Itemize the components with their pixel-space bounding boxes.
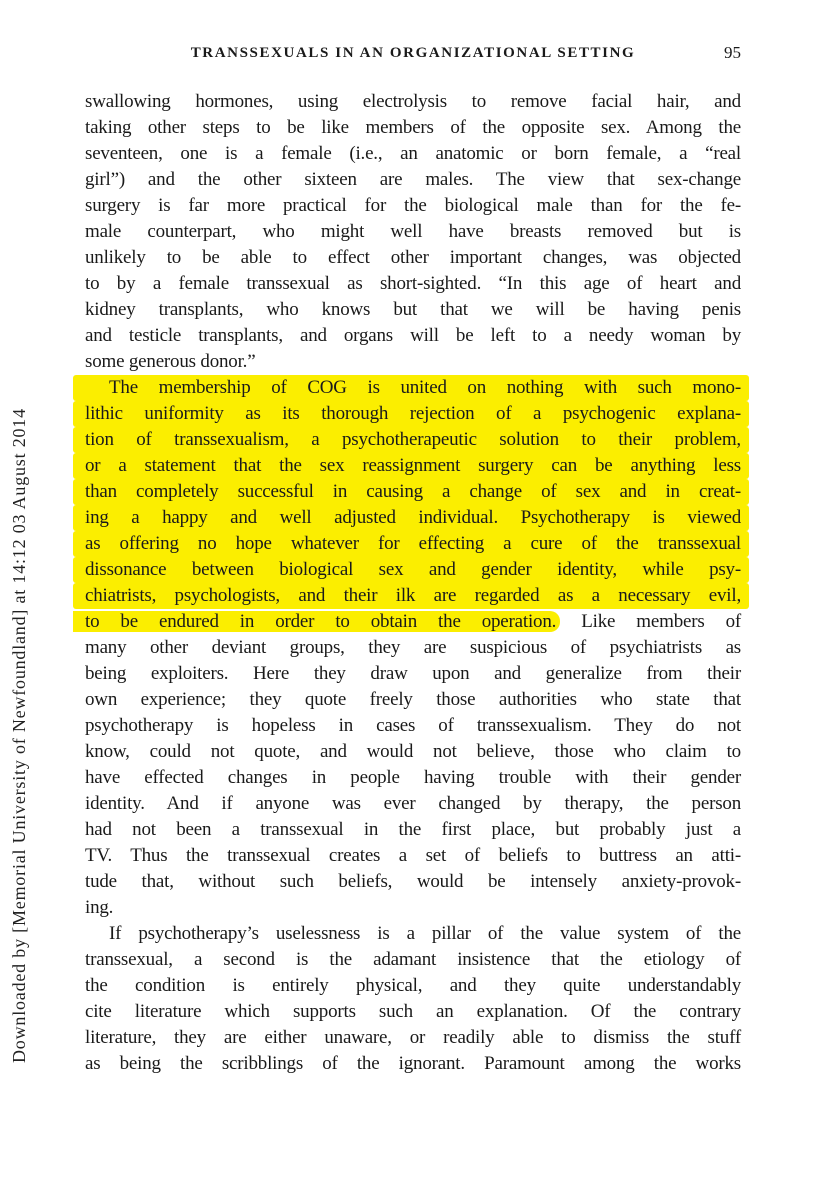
page-number: 95 xyxy=(724,43,741,62)
text-line xyxy=(85,791,741,817)
text-line xyxy=(85,427,741,453)
text-line xyxy=(85,1025,741,1051)
text-line xyxy=(85,765,741,791)
text-line xyxy=(85,687,741,713)
body-text-segment: cite literature which supports such an explanation. Of the contrary xyxy=(85,1001,741,1022)
body-text-segment: being exploiters. Here they draw upon and generalize from their xyxy=(85,663,741,684)
body-text-segment: surgery is far more practical for the biological male than for the fe- xyxy=(85,195,741,216)
text-line xyxy=(85,999,741,1025)
text-line xyxy=(85,323,741,349)
text-line xyxy=(85,115,741,141)
body-text-segment: tude that, without such beliefs, would be intensely anxiety-provok- xyxy=(85,871,741,892)
text-line xyxy=(85,557,741,583)
body-text-segment: some generous donor.” xyxy=(85,351,256,372)
text-line xyxy=(85,609,741,635)
download-watermark: Downloaded by [Memorial University of Newfoundland] at 14:12 03 August 2014 xyxy=(9,408,29,1063)
text-line xyxy=(85,843,741,869)
body-text-segment: and testicle transplants, and organs will be left to a needy woman by xyxy=(85,325,741,346)
body-text-segment: male counterpart, who might well have breasts removed but is xyxy=(85,221,741,242)
body-text-segment: psychotherapy is hopeless in cases of transsexualism. They do not xyxy=(85,715,741,736)
text-line xyxy=(85,167,741,193)
text-line xyxy=(85,635,741,661)
text-line xyxy=(85,661,741,687)
body-text-segment: own experience; they quote freely those authorities who state that xyxy=(85,689,741,710)
text-line xyxy=(85,947,741,973)
running-header-title: TRANSSEXUALS IN AN ORGANIZATIONAL SETTING xyxy=(190,45,636,61)
body-text-segment: If psychotherapy’s uselessness is a pillar of the value system of the xyxy=(109,923,741,944)
body-text-segment: kidney transplants, who knows but that we will be having penis xyxy=(85,299,741,320)
text-line xyxy=(85,973,741,999)
body-text-segment: Like members of xyxy=(560,611,742,632)
text-line xyxy=(85,869,741,895)
body-text-segment: literature, they are either unaware, or readily able to dismiss the stuff xyxy=(85,1027,741,1048)
text-line xyxy=(85,453,741,479)
body-text-segment: the condition is entirely physical, and they quite understandably xyxy=(85,975,741,996)
text-line xyxy=(85,921,741,947)
text-line xyxy=(85,505,741,531)
text-line xyxy=(85,141,741,167)
body-text-segment: seventeen, one is a female (i.e., an anatomic or born female, a “real xyxy=(85,143,741,164)
body-text-segment: girl”) and the other sixteen are males. The view that sex-change xyxy=(85,169,741,190)
highlighted-text: tion of transsexualism, a psychotherapeutic solution to their problem, xyxy=(85,429,741,450)
body-text-segment: ing. xyxy=(85,897,114,918)
body-text-segment: TV. Thus the transsexual creates a set of beliefs to buttress an atti- xyxy=(85,845,741,866)
body-text-segment: identity. And if anyone was ever changed by therapy, the person xyxy=(85,793,741,814)
text-line xyxy=(85,479,741,505)
highlighted-text: to be endured in order to obtain the operation. xyxy=(85,611,560,632)
highlighted-text: The membership of COG is united on nothing with such mono- xyxy=(109,377,741,398)
body-text-segment: swallowing hormones, using electrolysis to remove facial hair, and xyxy=(85,91,741,112)
text-line xyxy=(85,219,741,245)
highlighted-text: ing a happy and well adjusted individual. Psychotherapy is viewed xyxy=(85,507,741,528)
body-text-segment: transsexual, a second is the adamant insistence that the etiology of xyxy=(85,949,741,970)
body-text-segment: unlikely to be able to effect other important changes, was objected xyxy=(85,247,741,268)
body-text-segment: to by a female transsexual as short-sighted. “In this age of heart and xyxy=(85,273,741,294)
text-line xyxy=(85,89,741,115)
running-header xyxy=(85,45,741,62)
body-text-segment: had not been a transsexual in the first place, but probably just a xyxy=(85,819,741,840)
text-line xyxy=(85,583,741,609)
text-line xyxy=(85,245,741,271)
text-line xyxy=(85,739,741,765)
text-line xyxy=(85,895,741,921)
text-line xyxy=(85,401,741,427)
body-text-segment: many other deviant groups, they are suspicious of psychiatrists as xyxy=(85,637,741,658)
body-text-segment: as being the scribblings of the ignorant. Paramount among the works xyxy=(85,1053,741,1074)
highlighted-text: as offering no hope whatever for effecting a cure of the transsexual xyxy=(85,533,741,554)
body-text-segment: know, could not quote, and would not believe, those who claim to xyxy=(85,741,741,762)
text-line xyxy=(85,297,741,323)
text-line xyxy=(85,193,741,219)
page-body xyxy=(85,89,741,1077)
text-line xyxy=(85,817,741,843)
text-line xyxy=(85,271,741,297)
text-line xyxy=(85,349,741,375)
highlighted-text: lithic uniformity as its thorough rejection of a psychogenic explana- xyxy=(85,403,741,424)
text-line xyxy=(85,713,741,739)
text-line xyxy=(85,375,741,401)
text-line xyxy=(85,531,741,557)
highlighted-text: chiatrists, psychologists, and their ilk are regarded as a necessary evil, xyxy=(85,585,741,606)
highlighted-text: than completely successful in causing a change of sex and in creat- xyxy=(85,481,741,502)
highlighted-text: or a statement that the sex reassignment surgery can be anything less xyxy=(85,455,741,476)
text-line xyxy=(85,1051,741,1077)
body-text-segment: taking other steps to be like members of the opposite sex. Among the xyxy=(85,117,741,138)
highlighted-text: dissonance between biological sex and gender identity, while psy- xyxy=(85,559,741,580)
body-text-segment: have effected changes in people having trouble with their gender xyxy=(85,767,741,788)
